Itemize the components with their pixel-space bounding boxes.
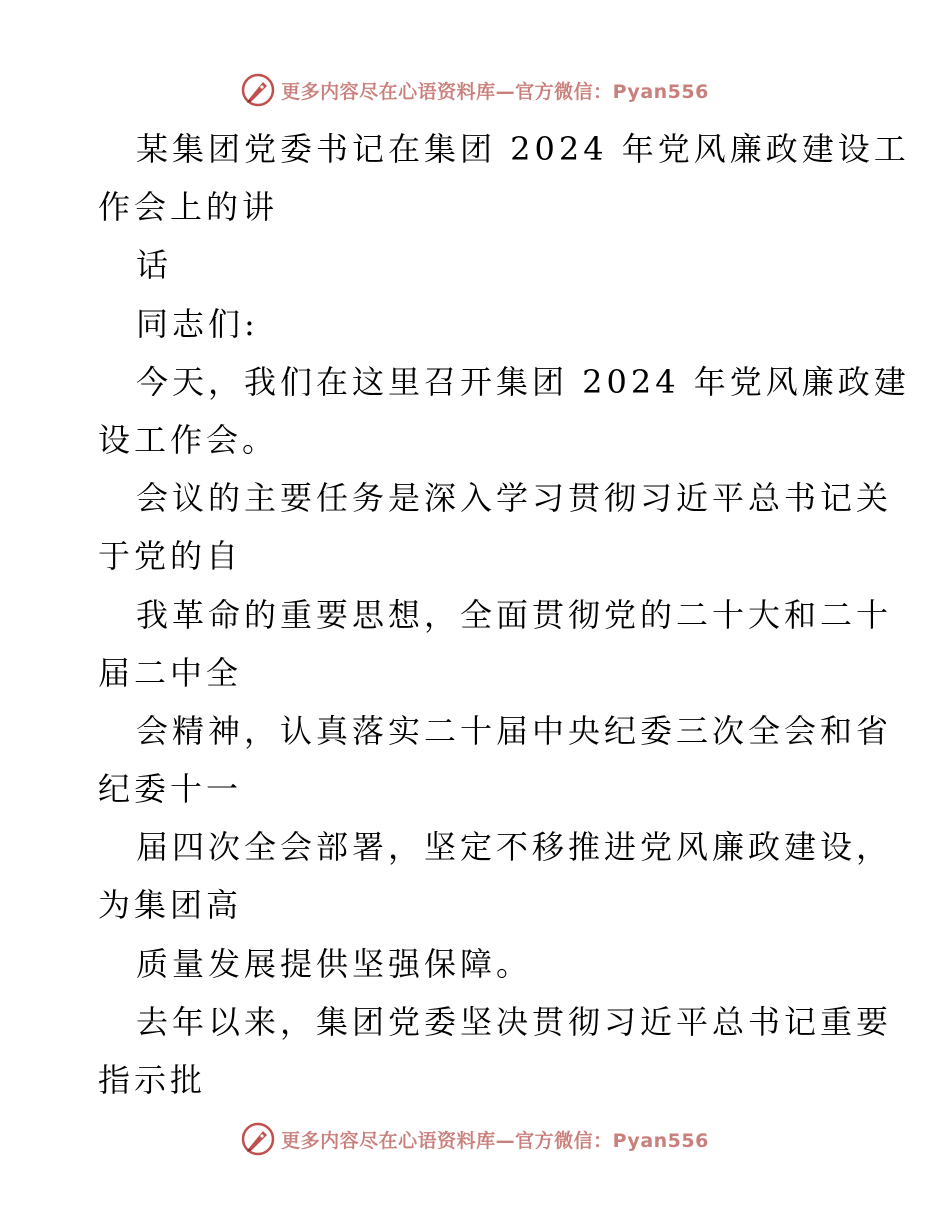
document-body bbox=[98, 120, 910, 1109]
document-title-line: 话 bbox=[136, 246, 173, 285]
paragraph-line: 届二中全 bbox=[98, 653, 243, 692]
document-title-line: 作会上的讲 bbox=[98, 188, 279, 227]
paragraph-line: 会议的主要任务是深入学习贯彻习近平总书记关 bbox=[136, 479, 893, 518]
paragraph-line: 指示批 bbox=[98, 1061, 207, 1099]
paragraph-line: 设工作会。 bbox=[98, 420, 279, 459]
paragraph-line: 今天，我们在这里召开集团 2024 年党风廉政建 bbox=[136, 362, 910, 401]
paragraph-line: 于党的自 bbox=[98, 537, 243, 576]
paragraph-line: 会精神，认真落实二十届中央纪委三次全会和省 bbox=[136, 711, 893, 750]
watermark-text: 更多内容尽在心语资料库—官方微信：Pyan556 bbox=[281, 80, 709, 103]
pen-nib-logo-icon bbox=[241, 1122, 275, 1156]
paragraph-line: 去年以来，集团党委坚决贯彻习近平总书记重要 bbox=[136, 1002, 893, 1041]
header-watermark bbox=[0, 70, 950, 110]
salutation-line: 同志们: bbox=[136, 304, 259, 343]
paragraph-line: 我革命的重要思想，全面贯彻党的二十大和二十 bbox=[136, 595, 893, 634]
paragraph-line: 质量发展提供坚强保障。 bbox=[136, 944, 533, 983]
watermark-text: 更多内容尽在心语资料库—官方微信：Pyan556 bbox=[281, 1129, 709, 1152]
paragraph-line: 届四次全会部署，坚定不移推进党风廉政建设， bbox=[136, 828, 893, 867]
pen-nib-logo-icon bbox=[241, 73, 275, 107]
document-title-line: 某集团党委书记在集团 2024 年党风廉政建设工 bbox=[136, 130, 910, 168]
paragraph-line: 纪委十一 bbox=[98, 770, 243, 809]
paragraph-line: 为集团高 bbox=[98, 886, 243, 925]
footer-watermark bbox=[0, 1119, 950, 1159]
